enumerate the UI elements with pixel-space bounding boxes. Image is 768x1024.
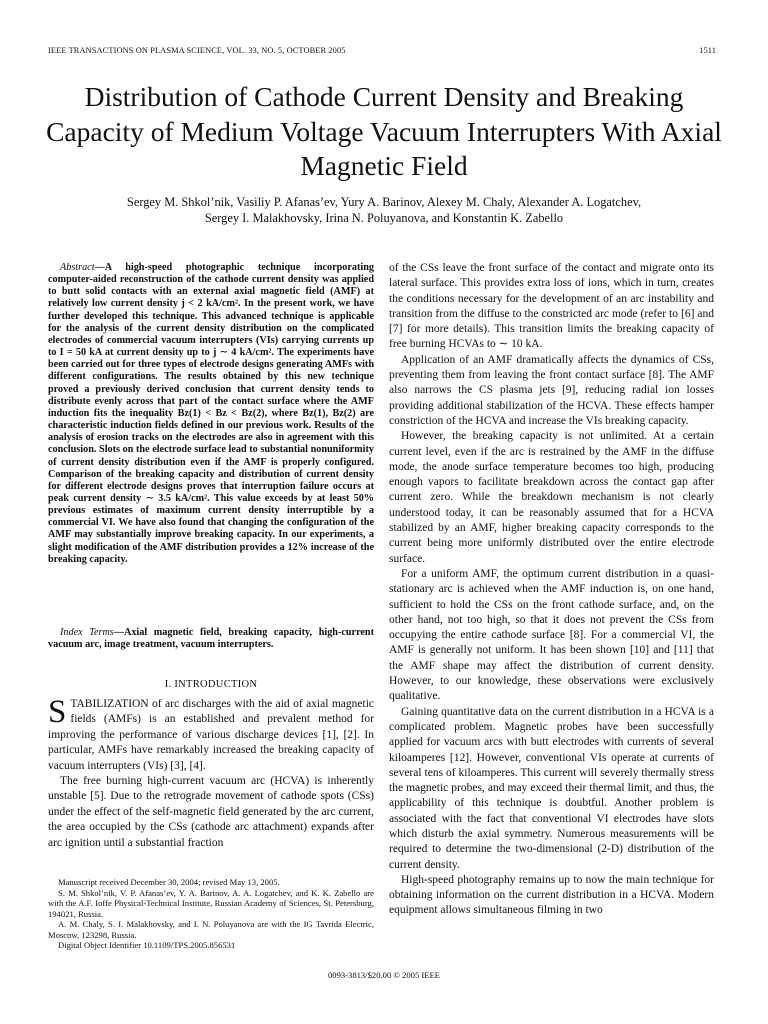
authors-line-2: Sergey I. Malakhovsky, Irina N. Poluyanova, and Konstantin K. Zabello (204, 211, 564, 226)
footnote-received: Manuscript received December 30, 2004; revised May 13, 2005. (58, 877, 280, 887)
journal-citation: IEEE TRANSACTIONS ON PLASMA SCIENCE, VOL. 33, NO. 5, OCTOBER 2005 (48, 46, 346, 55)
index-terms-text: —Axial magnetic field, breaking capacity, high-current vacuum arc, image treatment, vacuum interrupters. (48, 627, 374, 651)
right-column (389, 261, 714, 919)
right-paragraph-6: High-speed photography remains up to now the main technique for obtaining information on the current distribution in a HCVA. Modern equipment allows simultaneous filming in two (389, 873, 714, 917)
right-paragraph-4: For a uniform AMF, the optimum current distribution in a quasi-stationary arc is achieved when the AMF induction is, on one hand, sufficient to hold the CSs on the front cathode surface, and, on the other hand, not too high, so that it does not prevent the CSs from occupying the entire cathode surface [8]. For a commercial VI, the AMF is generally not uniform. It has been shown [10] and [11] that the AMF shape may affect the distribution of current density. However, to our knowledge, these observations were exclusively qualitative. (389, 567, 714, 703)
intro-paragraph-1: TABILIZATION of arc discharges with the aid of axial magnetic fields (AMFs) is an established and prevalent method for improving the performance of various discharge devices [1], [2]. In particular, AMFs have remarkably increased the breaking capacity of vacuum interrupters (VIs) [3], [4]. (48, 698, 374, 772)
authors-line-1: Sergey M. Shkol’nik, Vasiliy P. Afanas’ev, Yury A. Barinov, Alexey M. Chaly, Alexander A. Logatchev, (126, 195, 642, 209)
footnote-doi: Digital Object Identifier 10.1109/TPS.2005.856531 (58, 940, 236, 951)
index-terms (48, 627, 374, 651)
introduction-left-column (48, 694, 374, 851)
right-paragraph-3: However, the breaking capacity is not unlimited. At a certain current level, even if the arc is restrained by the AMF in the diffuse mode, the anode surface temperature becomes too high, producing enough vapors to facilitate breakdown across the contact gap after current zero. While the breakdown mechanism is not clearly understood today, it can be reasonably assumed that for a HCVA stabilized by an AMF, higher breaking capacity corresponds to the current being more uniformly distributed over the entire electrode surface. (389, 430, 714, 565)
page-number: 1511 (699, 46, 716, 55)
right-paragraph-5: Gaining quantitative data on the current distribution in a HCVA is a complicated problem. Magnetic probes have been successfully applied for vacuum arcs with butt electrodes with currents of several kiloamperes [12]. However, conventional VIs operate at currents of several tens of kiloamperes. This current will severely thermally stress the magnetic probes, and may exceed their thermal limit, and thus, the applicability of this technique is doubtful. Another problem is associated with the fact that conventional VI electrodes have slots which disturb the axial symmetry. Numerous measurements will be required to determine the two-dimensional (2-D) distribution of the current density. (389, 705, 714, 871)
abstract (48, 262, 374, 566)
footnote-affiliation-2: A. M. Chaly, S. I. Malakhovsky, and I. N. Poluyanova are with the IG Tavrida Electric, Moscow, 123298, Russia. (48, 919, 374, 940)
intro-paragraph-2: The free burning high-current vacuum arc (HCVA) is inherently unstable [5]. Due to the retrograde movement of cathode spots (CSs) under the effect of the self-magnetic field generated by the arc current, the area occupied by the CSs (cathode arc attachment) expands after arc ignition until a substantial fraction (48, 775, 374, 849)
index-terms-lead: Index Terms (60, 627, 114, 638)
author-list (60, 194, 708, 226)
footnote-affiliation-1: S. M. Shkol’nik, V. P. Afanas’ev, Y. A. Barinov, A. A. Logatchev, and K. K. Zabello are with the A.F. Ioffe Physical-Technical Institute, Russian Academy of Sciences, St. Petersburg, 194021, Russia. (48, 887, 374, 919)
section-heading-introduction: I. INTRODUCTION (164, 679, 258, 690)
drop-cap: S (48, 694, 67, 730)
copyright-line: 0093-3813/$20.00 © 2005 IEEE (327, 970, 441, 980)
running-header (48, 46, 716, 55)
abstract-text: —A high-speed photographic technique incorporating computer-aided reconstruction of the cathode current density was applied to butt solid contacts with an external axial magnetic field (AMF) at relatively low current density j < 2 kA/cm². In the present work, we have further developed this technique. This advanced technique is applicable for the analysis of the current density distribution on the complicated electrodes of commercial vacuum interrupters (VIs) carrying currents up to I = 50 kA at current density up to j ∼ 4 kA/cm². The experiments have been carried out for three types of electrode designs generating AMFs with different configurations. The results obtained by this new technique proved a previously derived conclusion that current density tends to distribute evenly across that part of the contact surface where the AMF induction fits the inequality Bz(1) < Bz < Bz(2), where Bz(1), Bz(2) are characteristic induction fields defined in our previous work. Results of the analysis of erosion tracks on the electrodes are also in agreement with this conclusion. Slots on the electrode surface lead to substantial nonuniformity of current density distribution even if the AMF is properly configured. Comparison of the breaking capacity and distribution of current density for different electrode designs proves that interruption failure occurs at peak current density ∼ 3.5 kA/cm². This value exceeds by at least 50% previous estimates of maximum current density interruptible by a commercial VI. We have also found that changing the configuration of the AMF may substantially improve breaking capacity. In our experiments, a slight modification of the AMF distribution provides a 12% increase of the breaking capacity. (48, 262, 374, 565)
right-paragraph-2: Application of an AMF dramatically affects the dynamics of CSs, preventing them from leaving the front contact surface [8]. The AMF also narrows the CS plasma jets [9], reducing radial ion losses providing additional stabilization of the HCVA. These effects hamper constriction of the HCVA and increase the VIs breaking capacity. (389, 353, 714, 427)
right-paragraph-1: of the CSs leave the front surface of the contact and migrate onto its lateral surface. This provides extra loss of ions, which in turn, creates the conditions necessary for the development of an arc instability and transition from the diffuse to the constricted arc mode (refer to [6] and [7] for more details). This transition limits the breaking capacity of free burning HCVAs to ∼ 10 kA. (389, 262, 714, 351)
paper-title: Distribution of Cathode Current Density and Breaking Capacity of Medium Voltage Vacuum Interrupters With Axial Magnetic Field (46, 81, 722, 181)
footnotes (48, 877, 374, 951)
abstract-lead: Abstract (60, 262, 95, 273)
